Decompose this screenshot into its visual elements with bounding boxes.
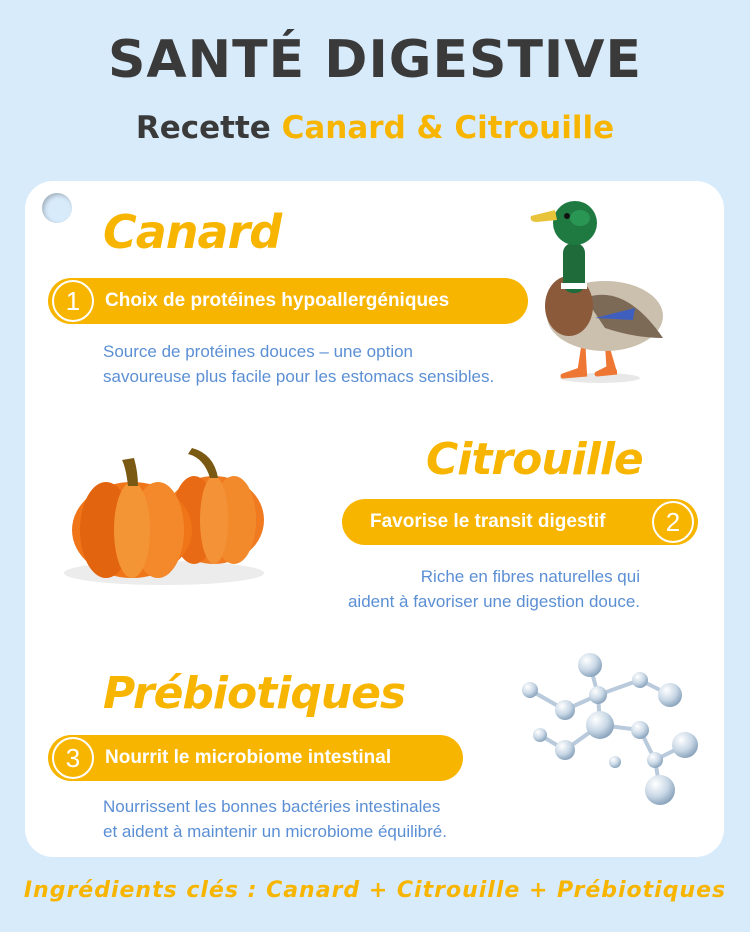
desc-citrouille-line2: aident à favoriser une digestion douce. [347, 592, 640, 611]
desc-prebiotiques-line2: et aident à maintenir un microbiome équilibré. [103, 822, 447, 841]
footer-key-ingredients: Ingrédients clés : Canard + Citrouille + Prébiotiques [23, 878, 727, 903]
card-hole-decoration [42, 193, 72, 223]
desc-prebiotiques [103, 794, 447, 844]
subtitle-prefix: Recette [135, 110, 271, 146]
number-badge-3: 3 [52, 737, 94, 779]
number-badge-1: 1 [52, 280, 94, 322]
pill-canard [48, 278, 528, 324]
pill-citrouille-label: Favorise le transit digestif [370, 511, 606, 532]
pumpkin-icon [64, 448, 269, 588]
heading-prebiotiques: Prébiotiques [103, 668, 406, 719]
desc-canard-line2: savoureuse plus facile pour les estomacs sensibles. [103, 367, 495, 386]
duck-icon [525, 188, 675, 388]
pill-prebiotiques [48, 735, 463, 781]
heading-citrouille: Citrouille [426, 434, 643, 485]
desc-canard [103, 339, 494, 389]
pill-citrouille [342, 499, 698, 545]
pill-canard-label: Choix de protéines hypoallergéniques [105, 290, 450, 311]
number-badge-2: 2 [652, 501, 694, 543]
heading-canard: Canard [103, 205, 282, 259]
desc-citrouille-line1: Riche en fibres naturelles qui [420, 567, 640, 586]
page-subtitle [0, 110, 750, 146]
molecule-icon [510, 650, 705, 815]
page-title: SANTÉ DIGESTIVE [107, 30, 643, 90]
pill-prebiotiques-label: Nourrit le microbiome intestinal [105, 747, 392, 768]
desc-citrouille [300, 564, 640, 614]
subtitle-accent: Canard & Citrouille [281, 110, 615, 146]
desc-canard-line1: Source de protéines douces – une option [103, 342, 414, 361]
desc-prebiotiques-line1: Nourrissent les bonnes bactéries intestinales [103, 797, 441, 816]
